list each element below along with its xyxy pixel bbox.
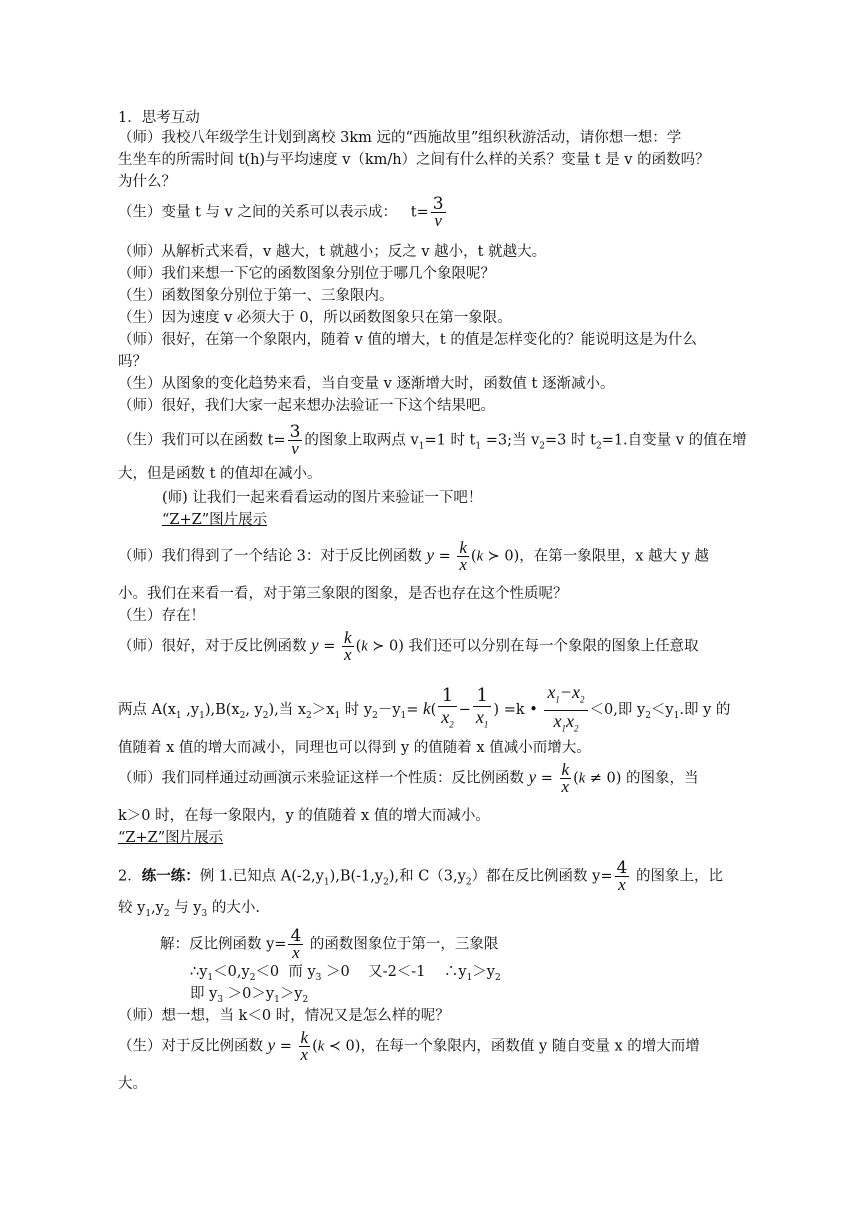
paragraph-line: 生坐车的所需时间 t(h)与平均速度 v（km/h）之间有什么样的关系？变量 t 是 v 的函数吗？ <box>118 152 710 168</box>
paragraph-line: （生）从图象的变化趋势来看，当自变量 v 逐渐增大时，函数值 t 逐渐减小。 <box>118 376 615 392</box>
paragraph-line: $\therefore y_1<0,y_2<0$ 而 $y_3 >0$ 又-2＜-1 $\therefore y_1>y_2$ <box>190 964 501 983</box>
paragraph-line: 解：反比例函数 y= $\frac{4}{x}$ 的函数图象位于第一，三象限 <box>160 926 499 962</box>
paragraph-line: （师）我们得到了一个结论 3：对于反比例函数 y = $\frac{k}{x}$ (k ≻ 0)，在第一象限里，x 越大 y 越 <box>118 538 709 574</box>
formula-fraction: $\frac{k}{x}$ <box>561 760 570 796</box>
paragraph-line: (师) 让我们一起来看看运动的图片来验证一下吧！ <box>162 490 483 506</box>
paragraph-line: （师）很好，对于反比例函数 y = $\frac{k}{x}$ (k ≻ 0) 我们还可以分别在每一个象限的图象上任意取 <box>118 628 699 664</box>
paragraph-line: 2．练一练：例 1.已知点 $A(-2,y_1),B(-1,y_2)$,和 $C(3,y_2)$都在反比例函数 y= $\frac{4}{x}$ 的图象上，比 <box>118 858 723 894</box>
paragraph-line: （生）存在！ <box>118 608 205 624</box>
formula-fraction: $\frac{1}{x_1}$ <box>473 686 492 735</box>
paragraph-line: k＞0 时，在每一象限内，y 的值随着 x 值的增大而减小。 <box>118 808 490 824</box>
paragraph-line: （师）我们来想一下它的函数图象分别位于哪几个象限呢？ <box>118 266 495 282</box>
image-display-link: “Z+Z”图片展示 <box>118 830 224 846</box>
paragraph-line: 大。 <box>118 1076 147 1092</box>
section-heading-1: 1．思考互动 <box>118 110 200 126</box>
paragraph-line: （生）我们可以在函数 t= $\frac{3}{v}$ 的图象上取两点 $v_1=1$ 时 $t_1 =3$;当 $v_2=3$ 时 $t_2=1$.自变量 v 的值在增 <box>118 422 747 458</box>
paragraph-line: （师）很好，在第一个象限内，随着 v 值的增大，t 的值是怎样变化的？能说明这是为什么 <box>118 332 697 348</box>
paragraph-line: 值随着 x 值的增大而减小，同理也可以得到 y 的值随着 x 值减小而增大。 <box>118 740 591 756</box>
formula-fraction: $\frac{x_1-x_2}{x_1x_2}$ <box>544 682 587 738</box>
paragraph-line: 吗？ <box>118 354 147 370</box>
paragraph-line: （师）从解析式来看，v 越大，t 就越小；反之 v 越小，t 就越大。 <box>118 244 547 260</box>
paragraph-line: 即 $y_3 >0>y_1>y_2$ <box>190 986 309 1005</box>
paragraph-line: 较 $y_1,y_2$ 与 $y_3$ 的大小. <box>118 900 260 919</box>
formula-fraction: $\frac{k}{x}$ <box>459 538 467 574</box>
image-display-link: “Z+Z”图片展示 <box>162 512 268 528</box>
formula-fraction: $\frac{3}{v}$ <box>432 194 444 230</box>
paragraph-line: （生）变量 t 与 v 之间的关系可以表示成： t= $\frac{3}{v}$ <box>118 194 444 230</box>
paragraph-line: （生）函数图象分别位于第一、三象限内。 <box>118 288 394 304</box>
paragraph-line: 小。我们在来看一看，对于第三象限的图象，是否也存在这个性质呢？ <box>118 586 568 602</box>
paragraph-line: （师）想一想，当 k＜0 时，情况又是怎么样的呢？ <box>118 1008 450 1024</box>
paragraph-line: 为什么？ <box>118 174 176 190</box>
formula-fraction: $\frac{3}{v}$ <box>289 422 301 458</box>
formula-fraction: $\frac{k}{x}$ <box>300 1028 309 1064</box>
formula-fraction: $\frac{k}{x}$ <box>344 628 352 664</box>
paragraph-line: （师）很好，我们大家一起来想办法验证一下这个结果吧。 <box>118 398 495 414</box>
paragraph-line: 大，但是函数 t 的值却在减小。 <box>118 466 322 482</box>
paragraph-line: （生）对于反比例函数 y = $\frac{k}{x}$ (k ≺ 0)，在每一个象限内，函数值 y 随自变量 x 的增大而增 <box>118 1028 700 1064</box>
formula-fraction: $\frac{1}{x_2}$ <box>438 686 457 735</box>
paragraph-line: （生）因为速度 v 必须大于 0，所以函数图象只在第一象限。 <box>118 310 512 326</box>
paragraph-line: 两点 $A(x_1$ $,y_1),B(x_2$, $y_2$),当 $x_2>x_1$ 时 $y_2-y_1= k$( $\frac{1}{x_2}$ − $\frac{1}{x_1}$ ) =k • $\frac{x_1-x_2}{x_1x_2}$ ＜0,即 $y_2<y_1$.即 y 的 <box>118 682 730 738</box>
paragraph-line: （师）我校八年级学生计划到离校 3km 远的“西施故里”组织秋游活动，请你想一想：学 <box>118 130 682 146</box>
formula-fraction: $\frac{4}{x}$ <box>290 926 302 962</box>
formula-fraction: $\frac{4}{x}$ <box>616 858 628 894</box>
paragraph-line: （师）我们同样通过动画演示来验证这样一个性质：反比例函数 y = $\frac{k}{x}$ (k ≠ 0) 的图象，当 <box>118 760 699 796</box>
